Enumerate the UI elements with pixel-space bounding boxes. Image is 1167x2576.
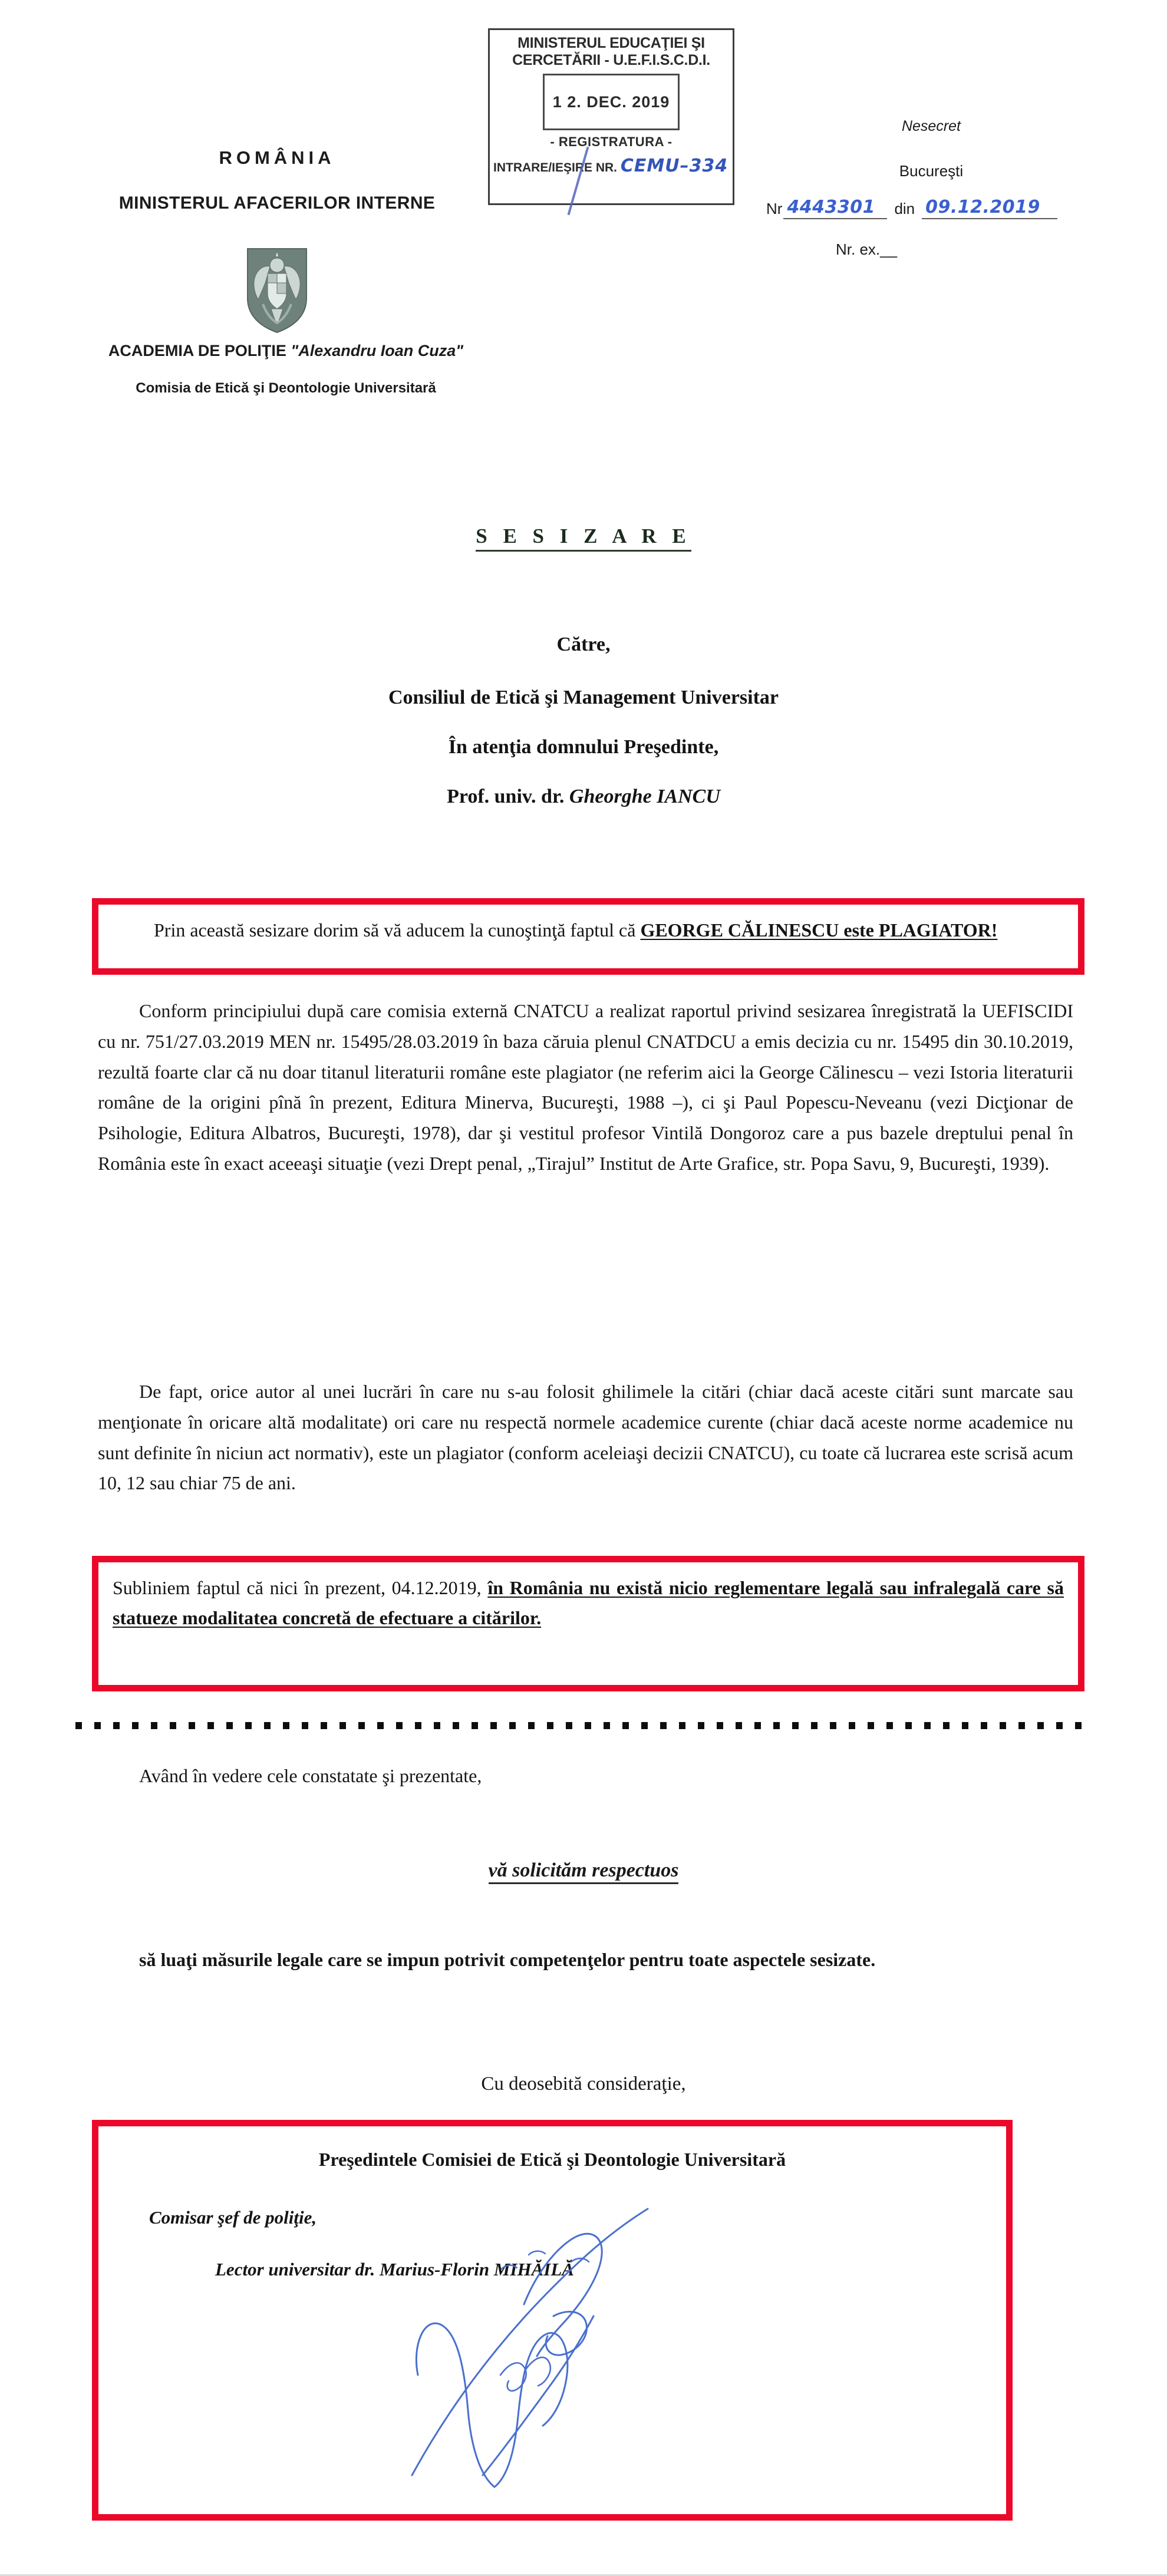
highlight-box-2-text	[113, 1573, 1064, 1633]
highlight-1-lead: Prin această sesizare dorim să vă aducem la cunoştinţă faptul că	[154, 919, 641, 941]
din-value: 09.12.2019	[925, 197, 1040, 217]
body-paragraph-1: Conform principiului după care comisia externă CNATCU a realizat raportul privind sesizarea înregistrată la UEFISCIDI cu nr. 751/27.03.2019 MEN nr. 15495/28.03.2019 în baza căruia plenul CNATDCU a emis decizia cu nr. 15495 din 30.10.2019, rezultă foarte clar că nu doar titanul literaturii române este plagiator (ne referim aici la George Călinescu – vezi Istoria literaturii române de la origini pînă în prezent, Editura Minerva, Bucureşti, 1988 –), ci şi Paul Popescu-Neveanu (vezi Dicţionar de Psihologie, Editura Albatros, Bucureşti, 1978), dar şi vestitul profesor Vintilă Dongoroz care a pus bazele dreptului penal în România este în exact aceeaşi situaţie (vezi Drept penal, „Tirajul” Institut de Arte Grafice, str. Popa Savu, 9, Bucureşti, 1939).	[98, 1000, 1073, 1175]
din-label: din	[894, 200, 915, 217]
stamp-entry-number	[490, 156, 733, 176]
highlight-box-1-inner	[98, 905, 1078, 968]
closing-request-body: să luaţi măsurile legale care se impun potrivit competenţelor pentru toate aspectele sesizate.	[139, 1949, 876, 1970]
signature-title: Preşedintele Comisiei de Etică şi Deontologie Universitară	[318, 2149, 786, 2170]
handwritten-signature-icon	[377, 2198, 707, 2505]
nr-value: 4443301	[787, 197, 876, 217]
addressee-person-name: Gheorghe IANCU	[569, 786, 720, 807]
emblem-container	[53, 248, 501, 337]
closing-request-heading-text: vă solicităm respectuos	[489, 1859, 679, 1884]
addressee-person	[0, 786, 1167, 808]
academy-name-quoted: "Alexandru Ioan Cuza"	[291, 342, 464, 359]
din-field	[922, 198, 1057, 219]
stamp-date: 1 2. DEC. 2019	[543, 74, 680, 130]
signature-box-inner	[98, 2126, 1006, 2514]
highlight-2-lead: Subliniem faptul că nici în prezent, 04.12.2019,	[113, 1577, 488, 1598]
closing-request-heading	[0, 1859, 1167, 1882]
academy-name-prefix: ACADEMIA DE POLIŢIE	[108, 342, 291, 359]
body-paragraph-2: De fapt, orice autor al unei lucrări în care nu s-au folosit ghilimele la citări (chiar dacă aceste citări sunt marcate sau menţionate în oricare altă modalitate) ori care nu respectă normele academice curente (chiar dacă aceste norme academice nu sunt definite în niciun act normativ), este un plagiator (conform aceleiaşi decizii CNATCU), cu toate că lucrarea este scrisă acum 10, 12 sau chiar 75 de ani.	[98, 1381, 1073, 1494]
academy-name	[53, 342, 519, 360]
classification-label: Nesecret	[901, 118, 961, 134]
document-title	[0, 525, 1167, 548]
addressee-council: Consiliul de Etică şi Management Universitar	[388, 687, 779, 708]
copy-number-label: Nr. ex.__	[836, 240, 898, 258]
stamp-entry-label: INTRARE/IEŞIRE NR.	[493, 161, 618, 174]
nr-label: Nr	[766, 200, 783, 217]
registry-stamp	[488, 28, 734, 205]
signature-name: Lector universitar dr. Marius-Florin MIHĂILĂ	[215, 2259, 574, 2280]
highlight-1-emphasis: GEORGE CĂLINESCU este PLAGIATOR!	[640, 919, 998, 941]
document-title-text: S E S I Z A R E	[476, 525, 691, 552]
addressee-salutation: Către,	[556, 634, 611, 655]
highlight-box-reglementare	[92, 1556, 1084, 1691]
highlight-box-plagiator	[92, 898, 1084, 975]
stamp-ministry-line2: CERCETĂRII - U.E.F.I.S.C.D.I.	[512, 52, 710, 68]
addressee-block	[0, 634, 1167, 808]
romanian-coat-of-arms-icon	[245, 248, 309, 334]
stamp-registry-label: - REGISTRATURA -	[550, 134, 672, 149]
registration-line	[766, 198, 1096, 219]
body-paragraph-2-container	[98, 1377, 1073, 1499]
letterhead-right	[766, 118, 1096, 259]
highlight-2-emphasis: în România nu există nicio reglementare legală sau infralegală care să statueze modalitatea concretă de efectuare a citărilor.	[113, 1577, 1064, 1629]
signature-rank: Comisar şef de poliţie,	[149, 2207, 317, 2228]
closing-regards: Cu deosebită consideraţie,	[481, 2073, 686, 2095]
body-paragraph-1-container	[98, 996, 1073, 1179]
signature-box	[92, 2120, 1013, 2521]
stamp-entry-value: CEMU–334	[620, 156, 728, 176]
nr-field	[783, 198, 887, 219]
country-name: ROMÂNIA	[219, 147, 335, 168]
addressee-attention: În atenţia domnului Preşedinte,	[448, 736, 719, 758]
city-label: Bucureşti	[899, 162, 964, 180]
addressee-person-prefix: Prof. univ. dr.	[447, 786, 569, 807]
highlight-box-2-inner	[98, 1562, 1078, 1685]
dotted-separator	[75, 1722, 1087, 1729]
letterhead-left	[53, 147, 501, 213]
stamp-ministry-line1: MINISTERUL EDUCAŢIEI ŞI	[517, 35, 705, 51]
ministry-name: MINISTERUL AFACERILOR INTERNE	[118, 193, 436, 213]
closing-considering: Având în vedere cele constatate şi prezentate,	[139, 1765, 482, 1786]
commission-name: Comisia de Etică şi Deontologie Universitară	[136, 380, 436, 396]
highlight-box-1-text	[113, 915, 1064, 945]
